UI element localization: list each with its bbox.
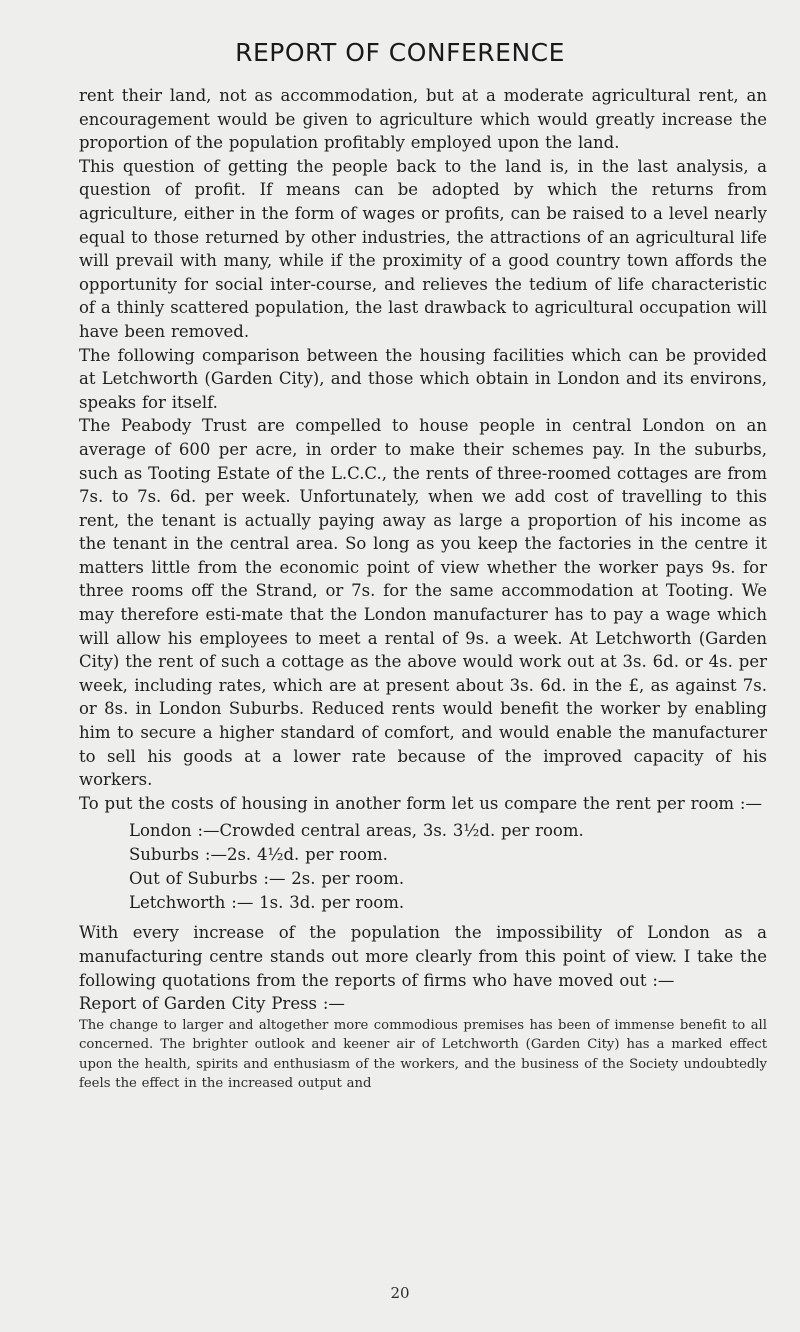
paragraph-peabody-trust: The Peabody Trust are compelled to house people in central London on an average of 600 per acre, in order to make their schemes pay. In the suburbs, such as Tooting Estate of the L.C.C., the rents of three-roomed cottages are from 7s. to 7s. 6d. per week. Unfortunately, when we add cost of travelling to this rent, the tenant is actually paying away as large a proportion of his income as the tenant in the central area. So long as you keep the factories in the centre it matters little from the economic point of view whether the worker pays 9s. for three rooms off the Strand, or 7s. for the same accommodation at Tooting. We may therefore esti-mate that the London manufacturer has to pay a wage which will allow his employees to meet a rental of 9s. a week. At Letchworth (Garden City) the rent of such a cottage as the above would work out at 3s. 6d. or 4s. per week, including rates, which are at present about 3s. 6d. in the £, as against 7s. or 8s. in London Suburbs. Reduced rents would benefit the worker by enabling him to secure a higher standard of comfort, and would enable the manufacturer to sell his goods at a lower rate because of the improved capacity of his workers. (79, 416, 767, 790)
list-item: Letchworth :— 1s. 3d. per room. (129, 893, 405, 913)
quote-text: The change to larger and altogether more commodious premises has been of immense benefit to all concerned. The brighter outlook and keener air of Letchworth (Garden City) has a marked effect upon the health, spirits and enthusiasm of the workers, and the business of the Society undoubtedly feels the effect in the increased output and (79, 1017, 767, 1092)
quote-heading: Report of Garden City Press :— (79, 994, 345, 1014)
paragraph-rent-per-room-intro: To put the costs of housing in another form let us compare the rent per room :— (79, 793, 762, 813)
paragraph-closing: With every increase of the population the impossibility of London as a manufacturing centre stands out more clearly from this point of view. I take the following quotations from the reports of firms who have moved out :— (79, 923, 767, 990)
paragraph-continuation: rent their land, not as accommodation, but at a moderate agricultural rent, an encouragement would be given to agriculture which would greatly increase the proportion of the population profitably employed upon the land. (79, 86, 767, 153)
paragraph-profit: This question of getting the people back to the land is, in the last analysis, a question of profit. If means can be adopted by which the returns from agriculture, either in the form of wages or profits, can be raised to a level nearly equal to those returned by other industries, the attractions of an agricultural life will prevail with many, while if the proximity of a good country town affords the opportunity for social inter-course, and relieves the tedium of life characteristic of a thinly scattered population, the last drawback to agricultural occupation will have been removed. (79, 156, 767, 341)
body-text (79, 84, 767, 1094)
page-header: REPORT OF CONFERENCE (235, 38, 565, 67)
list-item: London :—Crowded central areas, 3s. 3½d. per room. (129, 821, 584, 841)
paragraph-comparison-intro: The following comparison between the housing facilities which can be provided at Letchworth (Garden City), and those which obtain in London and its environs, speaks for itself. (79, 345, 767, 412)
rent-comparison-list (79, 819, 767, 915)
page-number: 20 (390, 1284, 410, 1302)
list-item: Suburbs :—2s. 4½d. per room. (129, 845, 388, 865)
list-item: Out of Suburbs :— 2s. per room. (129, 869, 405, 889)
